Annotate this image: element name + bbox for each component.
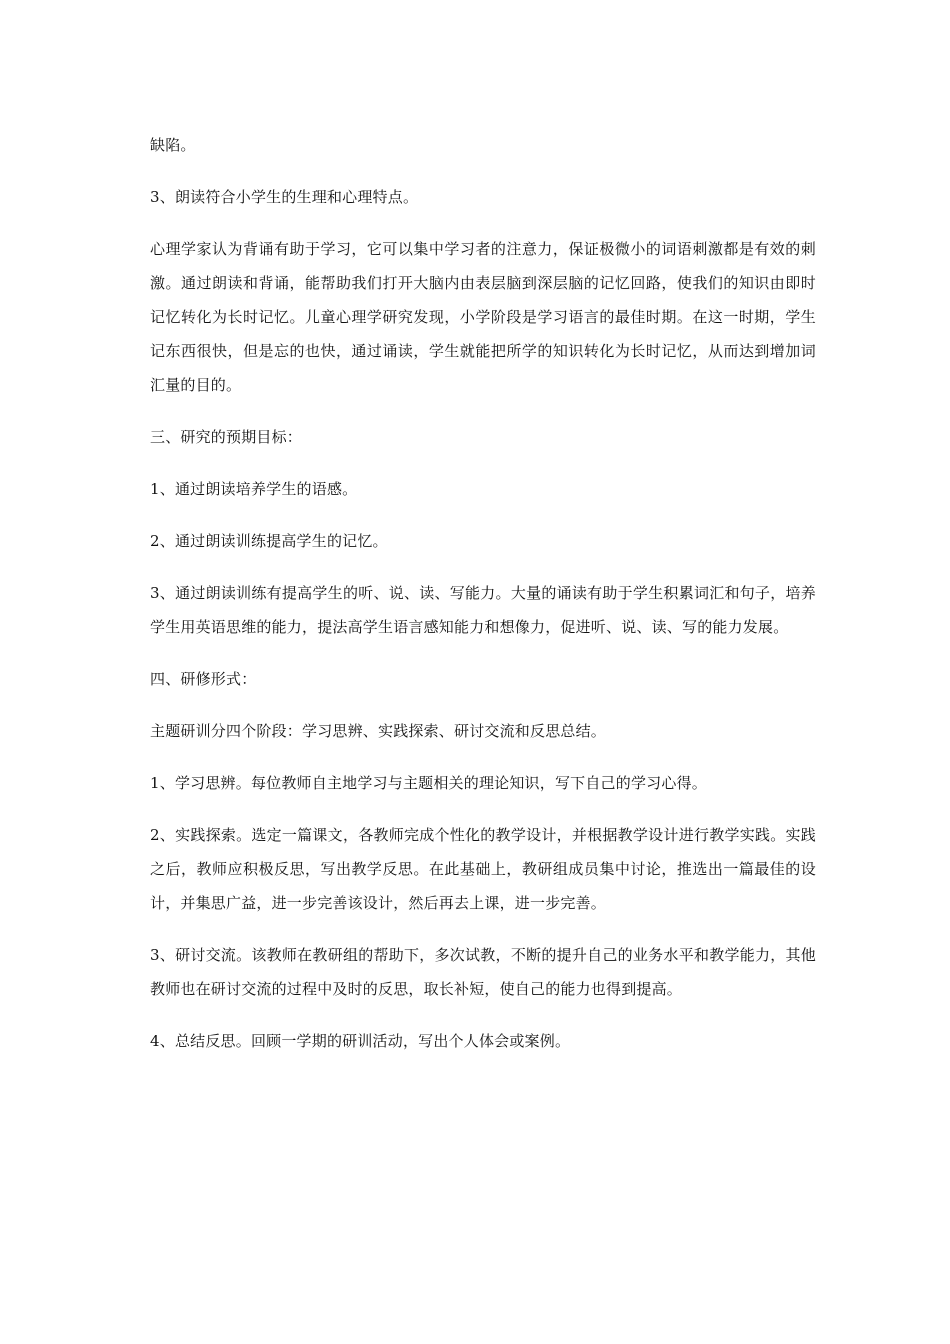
paragraph-point-3-heading: 3、朗读符合小学生的生理和心理特点。 <box>150 188 419 206</box>
goal-item-2: 2、通过朗读训练提高学生的记忆。 <box>150 532 388 550</box>
stage-item-4: 4、总结反思。回顾一学期的研训活动，写出个人体会或案例。 <box>150 1032 571 1050</box>
section-heading-forms: 四、研修形式： <box>150 670 257 688</box>
section-heading-goals: 三、研究的预期目标： <box>150 428 303 446</box>
paragraph-continuation: 缺陷。 <box>150 136 196 154</box>
stage-item-3: 3、研讨交流。该教师在教研组的帮助下，多次试教，不断的提升自己的业务水平和教学能力，其他教师也在研讨交流的过程中及时的反思，取长补短，使自己的能力也得到提高。 <box>150 946 816 998</box>
document-page <box>150 128 816 1076</box>
paragraph-psychology: 心理学家认为背诵有助于学习，它可以集中学习者的注意力，保证极微小的词语刺激都是有效的刺激。通过朗读和背诵，能帮助我们打开大脑内由表层脑到深层脑的记忆回路，使我们的知识由即时记忆转化为长时记忆。儿童心理学研究发现，小学阶段是学习语言的最佳时期。在这一时期，学生记东西很快，但是忘的也快，通过诵读，学生就能把所学的知识转化为长时记忆，从而达到增加词汇量的目的。 <box>150 240 816 394</box>
stage-item-1: 1、学习思辨。每位教师自主地学习与主题相关的理论知识，写下自己的学习心得。 <box>150 774 707 792</box>
goal-item-3: 3、通过朗读训练有提高学生的听、说、读、写能力。大量的诵读有助于学生积累词汇和句子，培养学生用英语思维的能力，提法高学生语言感知能力和想像力，促进听、说、读、写的能力发展。 <box>150 584 816 636</box>
stage-item-2: 2、实践探索。选定一篇课文，各教师完成个性化的教学设计，并根据教学设计进行教学实践。实践之后，教师应积极反思，写出教学反思。在此基础上，教研组成员集中讨论，推选出一篇最佳的设计，并集思广益，进一步完善该设计，然后再去上课，进一步完善。 <box>150 826 816 912</box>
paragraph-stages-intro: 主题研训分四个阶段：学习思辨、实践探索、研讨交流和反思总结。 <box>150 722 607 740</box>
goal-item-1: 1、通过朗读培养学生的语感。 <box>150 480 358 498</box>
